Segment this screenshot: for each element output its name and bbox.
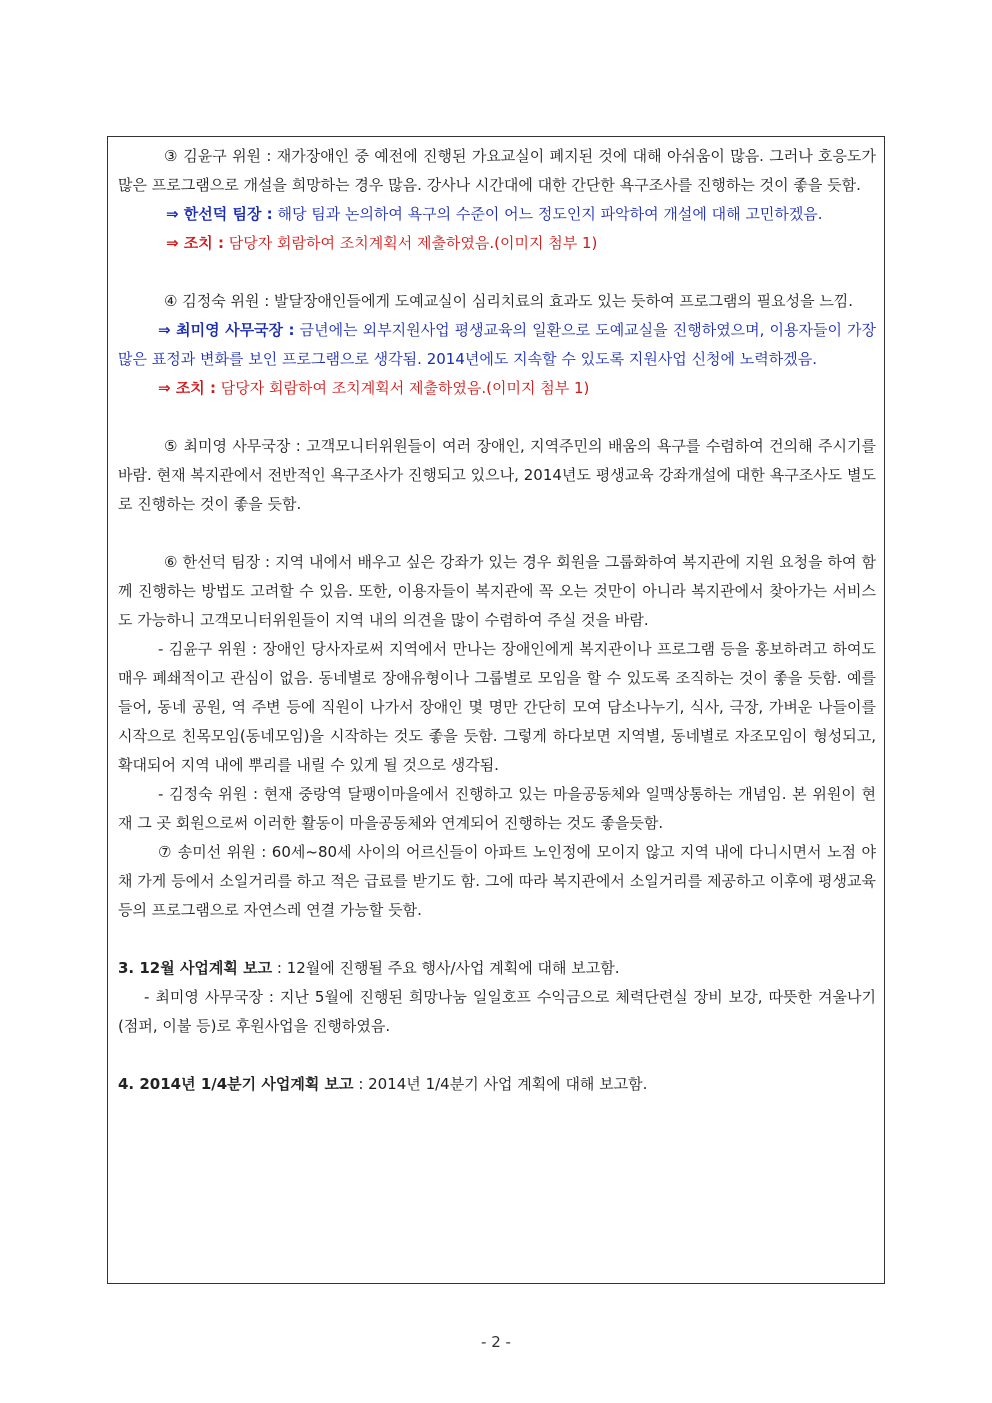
item-6-comment-2: - 김정숙 위원 : 현재 중랑역 달팽이마을에서 진행하고 있는 마을공동체와 일맥상통하는 개념임. 본 위원이 현재 그 곳 회원으로써 이러한 활동이 마을공동체와 연계되어 진행하는 것도 좋을듯함.: [118, 785, 876, 832]
action-label: ⇒ 조치 :: [158, 379, 216, 397]
spacer: [118, 258, 876, 287]
section-3-label: 3. 12월 사업계획 보고: [118, 959, 273, 977]
action-label: ⇒ 조치 :: [166, 234, 224, 252]
spacer: [118, 1041, 876, 1070]
item-3-paragraph: ③ 김윤구 위원 : 재가장애인 중 예전에 진행된 가요교실이 폐지된 것에 대해 아쉬움이 많음. 그러나 호응도가 많은 프로그램으로 개설을 희망하는 경우 많음. 강사나 시간대에 대한 간단한 욕구조사를 진행하는 것이 좋을 듯함.: [118, 147, 876, 194]
item-7-paragraph: ⑦ 송미선 위원 : 60세~80세 사이의 어르신들이 아파트 노인정에 모이지 않고 지역 내에 다니시면서 노점 야채 가게 등에서 소일거리를 하고 적은 급료를 받기도 함. 그에 따라 복지관에서 소일거리를 제공하고 이후에 평생교육 등의 프로그램으로 자연스레 연결 가능할 듯함.: [118, 843, 876, 919]
document-body: [118, 142, 876, 1099]
section-3-heading: [118, 954, 876, 983]
item-6-comment-1: - 김윤구 위원 : 장애인 당사자로써 지역에서 만나는 장애인에게 복지관이나 프로그램 등을 홍보하려고 하여도 매우 폐쇄적이고 관심이 없음. 동네별로 장애유형이나 그룹별로 모임을 할 수 있도록 조직하는 것이 좋을 듯함. 예를 들어, 동네 공원, 역 주변 등에 직원이 나가서 장애인 몇 명만 간단히 모여 담소나누기, 식사, 극장, 가벼운 나들이를 시작으로 친목모임(동네모임)을 시작하는 것도 좋을 듯함. 그렇게 하다보면 지역별, 동네별로 자조모임이 형성되고, 확대되어 지역 내에 뿌리를 내릴 수 있게 될 것으로 생각됨.: [118, 640, 876, 774]
section-3-comment: - 최미영 사무국장 : 지난 5월에 진행된 희망나눔 일일호프 수익금으로 체력단련실 장비 보강, 따뜻한 겨울나기(점퍼, 이불 등)로 후원사업을 진행하였음.: [118, 988, 876, 1035]
response-text: 해당 팀과 논의하여 욕구의 수준이 어느 정도인지 파악하여 개설에 대해 고민하겠음.: [272, 205, 823, 223]
response-label: ⇒ 최미영 사무국장 :: [158, 321, 295, 339]
action-text: 담당자 회람하여 조치계획서 제출하였음.(이미지 첨부 1): [216, 379, 590, 397]
spacer: [118, 519, 876, 548]
response-label: ⇒ 한선덕 팀장 :: [166, 205, 273, 223]
section-3-text: : 12월에 진행될 주요 행사/사업 계획에 대해 보고함.: [272, 959, 620, 977]
item-5-paragraph: ⑤ 최미영 사무국장 : 고객모니터위원들이 여러 장애인, 지역주민의 배움의 욕구를 수렴하여 건의해 주시기를 바람. 현재 복지관에서 전반적인 욕구조사가 진행되고 있으나, 2014년도 평생교육 강좌개설에 대한 욕구조사도 별도로 진행하는 것이 좋을 듯함.: [118, 437, 876, 513]
item-3-response: [118, 200, 876, 229]
response-text: 금년에는 외부지원사업 평생교육의 일환으로 도예교실을 진행하였으며, 이용자들이 가장 많은 표정과 변화를 보인 프로그램으로 생각됨. 2014년에도 지속할 수 있도록 지원사업 신청에 노력하겠음.: [118, 321, 876, 368]
item-4-paragraph: ④ 김정숙 위원 : 발달장애인들에게 도예교실이 심리치료의 효과도 있는 듯하여 프로그램의 필요성을 느낌.: [164, 292, 854, 310]
item-6-paragraph: ⑥ 한선덕 팀장 : 지역 내에서 배우고 싶은 강좌가 있는 경우 회원을 그룹화하여 복지관에 지원 요청을 하여 함께 진행하는 방법도 고려할 수 있음. 또한, 이용자들이 복지관에 꼭 오는 것만이 아니라 복지관에서 찾아가는 서비스도 가능하니 고객모니터위원들이 지역 내의 의견을 많이 수렴하여 주실 것을 바람.: [118, 553, 876, 629]
item-3-action: [118, 229, 876, 258]
section-4-label: 4. 2014년 1/4분기 사업계획 보고: [118, 1075, 354, 1093]
item-4-response: [118, 316, 876, 374]
page-number: - 2 -: [481, 1333, 511, 1351]
action-text: 담당자 회람하여 조치계획서 제출하였음.(이미지 첨부 1): [224, 234, 598, 252]
item-4-action: [118, 374, 876, 403]
spacer: [118, 403, 876, 432]
section-4-heading: [118, 1070, 876, 1099]
spacer: [118, 925, 876, 954]
section-4-text: : 2014년 1/4분기 사업 계획에 대해 보고함.: [353, 1075, 648, 1093]
